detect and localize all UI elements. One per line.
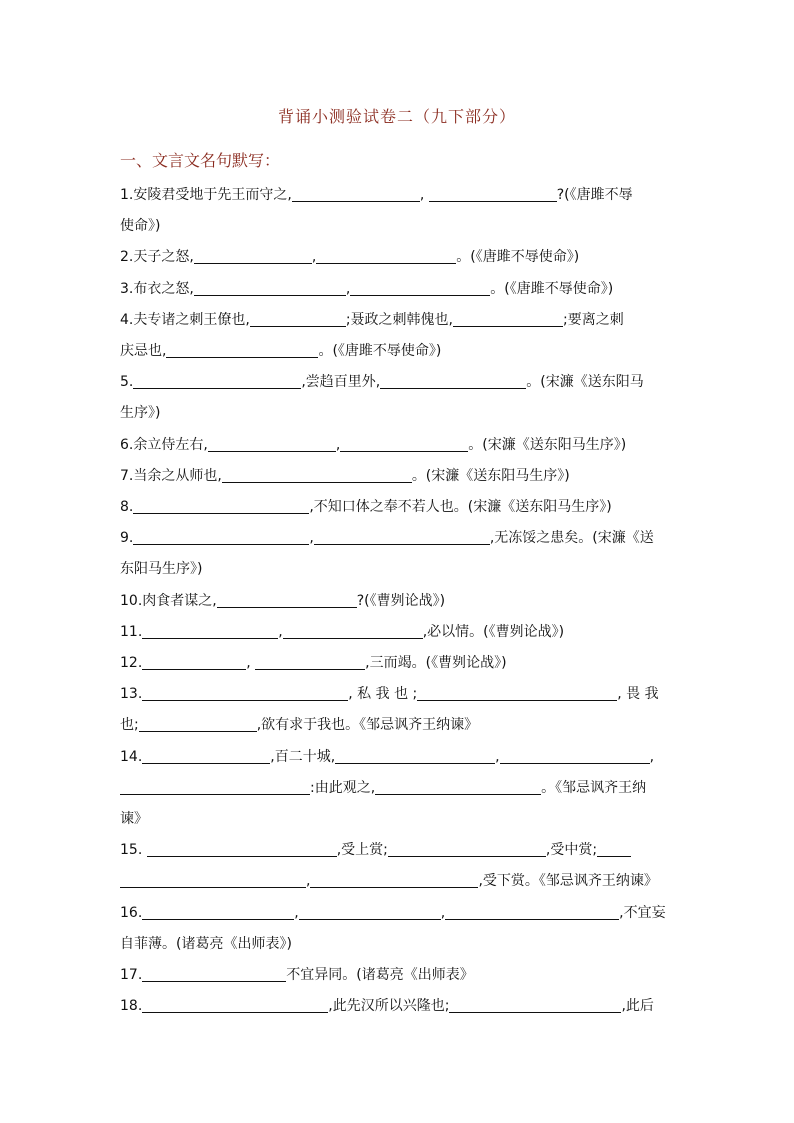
question-line: 自菲薄。(诸葛亮《出师表》) (120, 935, 292, 952)
question-line: 10.肉食者谋之, ?(《曹刿论战》) (120, 592, 446, 609)
answer-blank[interactable] (250, 311, 346, 327)
question-line: 3.布衣之怒, , 。(《唐雎不辱使命》) (120, 280, 614, 297)
answer-blank[interactable] (147, 841, 337, 857)
answer-blank[interactable] (217, 592, 357, 608)
answer-blank[interactable] (142, 748, 270, 764)
question-line: 5. ,尝趋百里外, 。(宋濂《送东阳马 (120, 374, 644, 391)
question-line: 9. , ,无冻馁之患矣。(宋濂《送 (120, 530, 654, 547)
question-line: 生序》) (120, 405, 161, 422)
answer-blank[interactable] (380, 373, 526, 389)
answer-blank[interactable] (388, 841, 546, 857)
question-line: 8. ,不知口体之奉不若人也。(宋濂《送东阳马生序》) (120, 499, 612, 516)
question-line: 4.夫专诸之刺王僚也, ;聂政之刺韩傀也, ;要离之刺 (120, 311, 624, 328)
answer-blank[interactable] (142, 997, 328, 1013)
question-line: 13. , 私 我 也 ; , 畏 我 (120, 686, 659, 703)
question-line: 14. ,百二十城, , , (120, 748, 655, 765)
answer-blank[interactable] (133, 373, 301, 389)
answer-blank[interactable] (142, 904, 294, 920)
question-line: 12. , ,三而竭。(《曹刿论战》) (120, 655, 507, 672)
answer-blank[interactable] (310, 872, 478, 888)
answer-blank[interactable] (292, 186, 420, 202)
answer-blank[interactable] (120, 872, 306, 888)
answer-blank[interactable] (335, 748, 495, 764)
answer-blank[interactable] (350, 280, 490, 296)
question-line: 使命》) (120, 218, 161, 235)
question-line: 11. , ,必以情。(《曹刿论战》) (120, 623, 565, 640)
question-line: 6.余立侍左右, , 。(宋濂《送东阳马生序》) (120, 436, 627, 453)
question-line: 17. 不宜异同。(诸葛亮《出师表》 (120, 967, 474, 984)
answer-blank[interactable] (375, 779, 541, 795)
answer-blank[interactable] (340, 436, 468, 452)
question-line: 1.安陵君受地于先王而守之, , ?(《唐雎不辱 (120, 187, 633, 203)
answer-blank[interactable] (139, 716, 257, 732)
section-heading: 一、文言文名句默写： (120, 151, 281, 170)
question-line: 15. ,受上赏; ,受中赏; (120, 835, 676, 866)
answer-blank[interactable] (283, 623, 423, 639)
answer-blank[interactable] (194, 248, 312, 264)
question-line: 庆忌也, 。(《唐雎不辱使命》) (120, 343, 442, 360)
question-line: 16. , , ,不宜妄 (120, 904, 666, 921)
question-line: 也; ,欲有求于我也。《邹忌讽齐王纳谏》 (120, 717, 479, 734)
question-line: :由此观之, 。《邹忌讽齐王纳 (120, 773, 676, 804)
answer-blank[interactable] (453, 311, 563, 327)
answer-blank[interactable] (255, 654, 365, 670)
answer-blank[interactable] (316, 248, 456, 264)
question-line: , ,受下赏。《邹忌讽齐王纳谏》 (120, 866, 676, 897)
answer-blank[interactable] (417, 685, 617, 701)
answer-blank[interactable] (208, 436, 336, 452)
answer-blank[interactable] (194, 280, 346, 296)
answer-blank[interactable] (142, 966, 286, 982)
question-list (120, 180, 676, 1022)
answer-blank[interactable] (597, 841, 631, 857)
question-line: 7.当余之从师也, 。(宋濂《送东阳马生序》) (120, 467, 570, 484)
answer-blank[interactable] (142, 685, 348, 701)
question-line: 谏》 (120, 811, 148, 828)
answer-blank[interactable] (166, 342, 318, 358)
answer-blank[interactable] (429, 186, 557, 202)
answer-blank[interactable] (142, 623, 278, 639)
answer-blank[interactable] (449, 997, 621, 1013)
answer-blank[interactable] (142, 654, 246, 670)
answer-blank[interactable] (133, 498, 309, 514)
answer-blank[interactable] (120, 779, 310, 795)
page-title: 背诵小测验试卷二（九下部分） (277, 107, 516, 126)
answer-blank[interactable] (314, 529, 490, 545)
question-line: 东阳马生序》) (120, 561, 203, 578)
answer-blank[interactable] (299, 904, 441, 920)
question-line: 2.天子之怒, , 。(《唐雎不辱使命》) (120, 249, 580, 266)
answer-blank[interactable] (133, 529, 309, 545)
question-line: 18. ,此先汉所以兴隆也; ,此后 (120, 998, 654, 1015)
answer-blank[interactable] (222, 467, 412, 483)
answer-blank[interactable] (445, 904, 619, 920)
answer-blank[interactable] (500, 748, 650, 764)
